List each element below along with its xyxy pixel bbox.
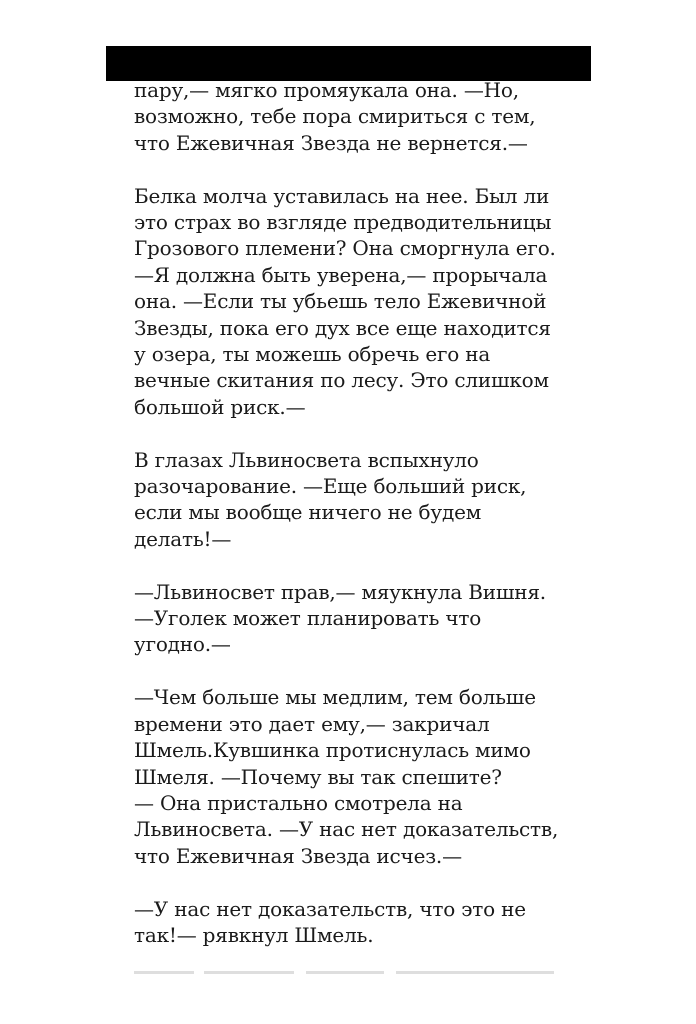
text-line: — Она пристально смотрела на [134,790,463,815]
paragraph [134,77,574,156]
text-line: —Чем больше мы медлим, тем больше [134,685,536,710]
text-line: вечные скитания по лесу. Это слишком [134,368,549,393]
text-line: это страх во взгляде предводительницы [134,210,552,235]
paragraph [134,447,574,553]
text-line: большой риск.— [134,394,306,419]
text-line: —Я должна быть уверена,— прорычала [134,262,548,287]
redaction-bar [106,46,591,81]
text-line: Белка молча уставилась на нее. Был ли [134,183,550,208]
paragraph [134,579,574,658]
paragraph [134,684,574,869]
text-line: Шмель.Кувшинка протиснулась мимо [134,738,531,763]
cutoff-text-fragment [134,968,554,976]
text-line: пару,— мягко промяукала она. —Но, [134,78,519,102]
text-line: В глазах Львиносвета вспыхнуло [134,447,479,472]
text-line: угодно.— [134,632,231,657]
text-line: делать!— [134,526,232,551]
text-line: Звезды, пока его дух все еще находится [134,315,551,340]
text-line: разочарование. —Еще больший риск, [134,474,527,499]
text-line: Львиносвета. —У нас нет доказательств, [134,817,559,842]
text-line: —Львиносвет прав,— мяукнула Вишня. [134,579,546,604]
text-line: она. —Если ты убьешь тело Ежевичной [134,289,547,314]
text-line: Шмеля. —Почему вы так спешите? [134,764,502,789]
text-line: у озера, ты можешь обречь его на [134,342,491,367]
text-line: —У нас нет доказательств, что это не [134,896,526,921]
paragraph [134,183,574,421]
text-line: если мы вообще ничего не будем [134,500,482,525]
text-line: что Ежевичная Звезда не вернется.— [134,130,528,155]
text-line: времени это дает ему,— закричал [134,711,490,736]
text-line: что Ежевичная Звезда исчез.— [134,843,462,868]
text-line: возможно, тебе пора смириться с тем, [134,104,536,129]
page-text [134,77,574,975]
paragraph [134,896,574,949]
text-line: так!— рявкнул Шмель. [134,922,374,947]
text-line: Грозового племени? Она сморгнула его. [134,236,556,261]
text-line: —Уголек может планировать что [134,606,482,631]
